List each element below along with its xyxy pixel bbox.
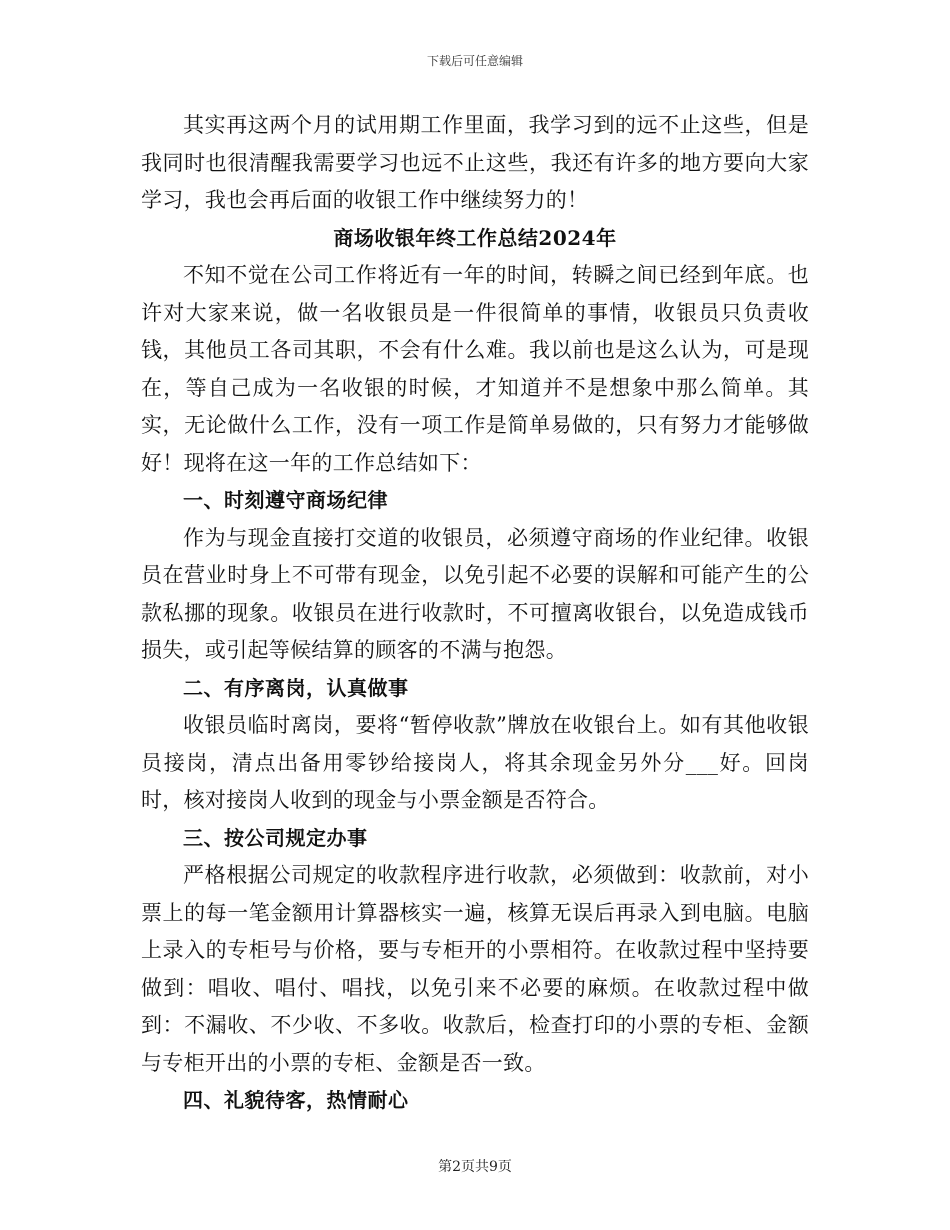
- page-footer-label: 第2页共9页: [438, 1159, 512, 1175]
- section-heading-3: 三、按公司规定办事: [183, 825, 368, 850]
- section-heading-4: 四、礼貌待客，热情耐心: [183, 1088, 409, 1112]
- section-text-2: 收银员临时离岗，要将“暂停收款”牌放在收银台上。如有其他收银员接岗，清点出备用零钞给接岗人，将其余现金另外分___好。回岗时，核对接岗人收到的现金与小票金额是否符合。: [141, 713, 809, 812]
- section-heading-2: 二、有序离岗，认真做事: [183, 675, 409, 700]
- section-text-1: 作为与现金直接打交道的收银员，必须遵守商场的作业纪律。收银员在营业时身上不可带有现金，以免引起不必要的误解和可能产生的公款私挪的现象。收银员在进行收款时，不可擅离收银台，以免造成钱币损失，或引起等候结算的顾客的不满与抱怨。: [141, 525, 809, 662]
- section-heading-1: 一、时刻遵守商场纪律: [183, 488, 388, 512]
- section-text-3: 严格根据公司规定的收款程序进行收款，必须做到：收款前，对小票上的每一笔金额用计算器核实一遍，核算无误后再录入到电脑。电脑上录入的专柜号与价格，要与专柜开的小票相符。在收款过程中坚持要做到：唱收、唱付、唱找，以免引来不必要的麻烦。在收款过程中做到：不漏收、不少收、不多收。收款后，检查打印的小票的专柜、金额与专柜开出的小票的专柜、金额是否一致。: [141, 863, 809, 1075]
- intro-paragraph: 其实再这两个月的试用期工作里面，我学习到的远不止这些，但是我同时也很清醒我需要学习也远不止这些，我还有许多的地方要向大家学习，我也会再后面的收银工作中继续努力的！: [141, 113, 809, 212]
- page-header-note: 下载后可任意编辑: [426, 54, 523, 68]
- document-body: [141, 107, 809, 1120]
- document-title: 商场收银年终工作总结2024年: [333, 225, 617, 250]
- opening-paragraph: 不知不觉在公司工作将近有一年的时间，转瞬之间已经到年底。也许对大家来说，做一名收银员是一件很简单的事情，收银员只负责收钱，其他员工各司其职，不会有什么难。我以前也是这么认为，可是现在，等自己成为一名收银的时候，才知道并不是想象中那么简单。其实，无论做什么工作，没有一项工作是简单易做的，只有努力才能够做好！现将在这一年的工作总结如下：: [141, 263, 809, 475]
